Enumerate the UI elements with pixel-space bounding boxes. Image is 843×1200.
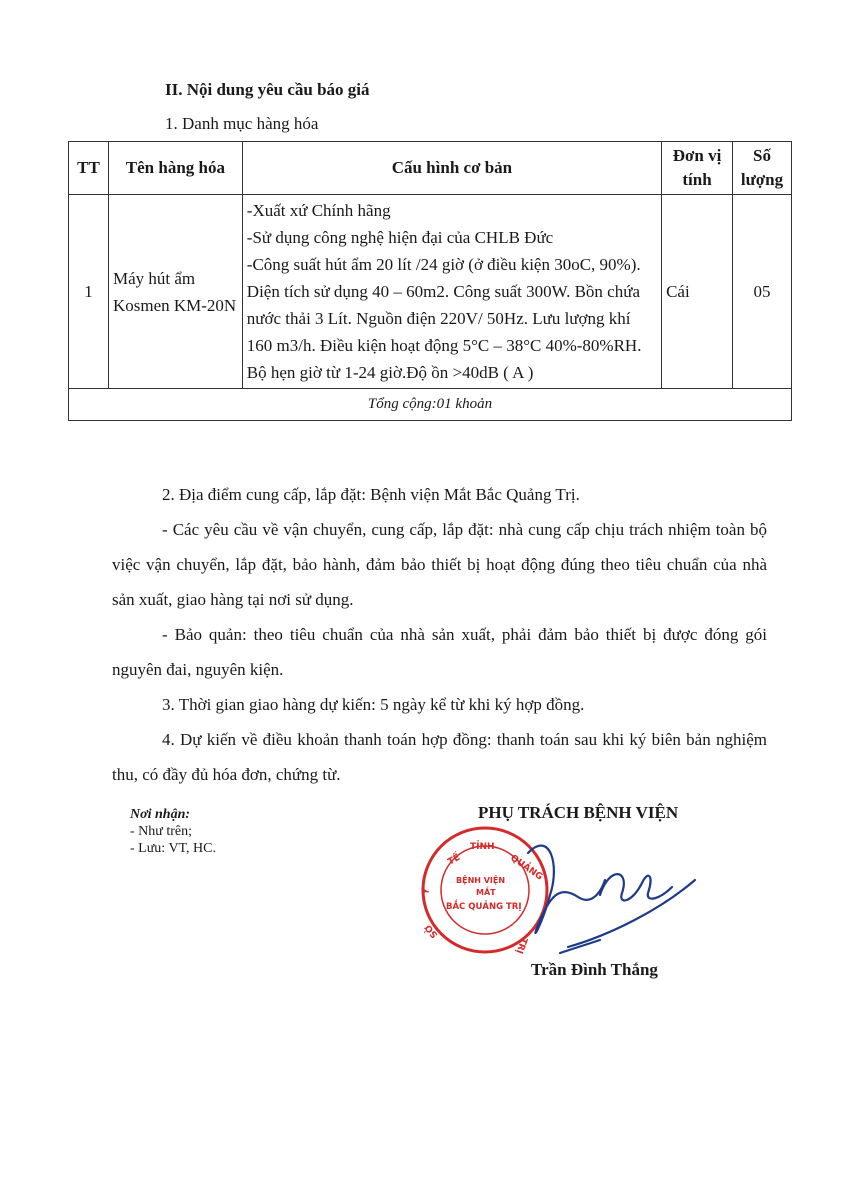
table-total-row <box>69 389 792 421</box>
paragraph-location: 2. Địa điểm cung cấp, lắp đặt: Bệnh viện Mắt Bắc Quảng Trị. <box>162 485 580 504</box>
cell-unit: Cái <box>662 195 733 389</box>
header-tt: TT <box>69 142 109 195</box>
paragraph-payment: 4. Dự kiến về điều khoản thanh toán hợp đồng: thanh toán sau khi ký biên bản nghiệm thu, có đầy đủ hóa đơn, chứng từ. <box>112 730 767 784</box>
svg-text:QUẢNG: QUẢNG <box>508 853 545 883</box>
header-config: Cấu hình cơ bản <box>242 142 661 195</box>
recipient-item: - Lưu: VT, HC. <box>130 841 217 856</box>
svg-text:TẾ: TẾ <box>446 852 463 868</box>
recipients-label: Nơi nhận: <box>130 807 191 822</box>
table-total: Tổng cộng:01 khoản <box>69 389 792 421</box>
svg-text:BẮC QUẢNG TRỊ: BẮC QUẢNG TRỊ <box>446 902 522 912</box>
header-unit: Đơn vị tính <box>662 142 733 195</box>
svg-text:TRỊ: TRỊ <box>513 935 529 955</box>
paragraph-delivery: 3. Thời gian giao hàng dự kiến: 5 ngày kể từ khi ký hợp đồng. <box>162 695 585 714</box>
section-title: II. Nội dung yêu cầu báo giá <box>165 80 370 99</box>
signature-title: PHỤ TRÁCH BỆNH VIỆN <box>478 803 679 822</box>
header-qty: Số lượng <box>732 142 791 195</box>
svg-text:SỞ: SỞ <box>423 922 441 940</box>
cell-config: -Xuất xứ Chính hãng -Sử dụng công nghệ hiện đại của CHLB Đức -Công suất hút ẩm 20 lít /24 giờ (ở điều kiện 30oC, 90%). Diện tích sử dụng 40 – 60m2. Công suất 300W. Bồn chứa nước thải 3 Lít. Nguồn điện 220V/ 50Hz. Lưu lượng khí 160 m3/h. Điều kiện hoạt động 5°C – 38°C 40%-80%RH. Bộ hẹn giờ từ 1-24 giờ.Độ ồn >40dB ( A ) <box>242 195 661 389</box>
paragraph-transport: - Các yêu cầu về vận chuyển, cung cấp, lắp đặt: nhà cung cấp chịu trách nhiệm toàn bộ việc vận chuyển, lắp đặt, bảo hành, đảm bảo thiết bị hoạt động đúng theo tiêu chuẩn của nhà sản xuất, giao hàng tại nơi sử dụng. <box>112 520 767 609</box>
section-subtitle: 1. Danh mục hàng hóa <box>165 114 319 133</box>
svg-text:BỆNH VIỆN: BỆNH VIỆN <box>456 876 506 885</box>
official-stamp <box>410 825 710 965</box>
table-row <box>69 195 792 389</box>
header-name: Tên hàng hóa <box>108 142 242 195</box>
svg-text:MẮT: MẮT <box>476 888 496 897</box>
cell-name: Máy hút ẩm Kosmen KM-20N <box>108 195 242 389</box>
recipient-item: - Như trên; <box>130 824 193 839</box>
svg-text:Y: Y <box>421 887 433 896</box>
cell-qty: 05 <box>732 195 791 389</box>
cell-tt: 1 <box>69 195 109 389</box>
table-header-row <box>69 142 792 195</box>
signer-name: Trần Đình Thắng <box>531 960 658 979</box>
goods-table <box>68 141 792 421</box>
paragraph-storage: - Bảo quản: theo tiêu chuẩn của nhà sản xuất, phải đảm bảo thiết bị được đóng gói nguyên đai, nguyên kiện. <box>112 625 767 679</box>
svg-text:TỈNH: TỈNH <box>470 842 495 852</box>
recipients-block <box>130 806 216 857</box>
